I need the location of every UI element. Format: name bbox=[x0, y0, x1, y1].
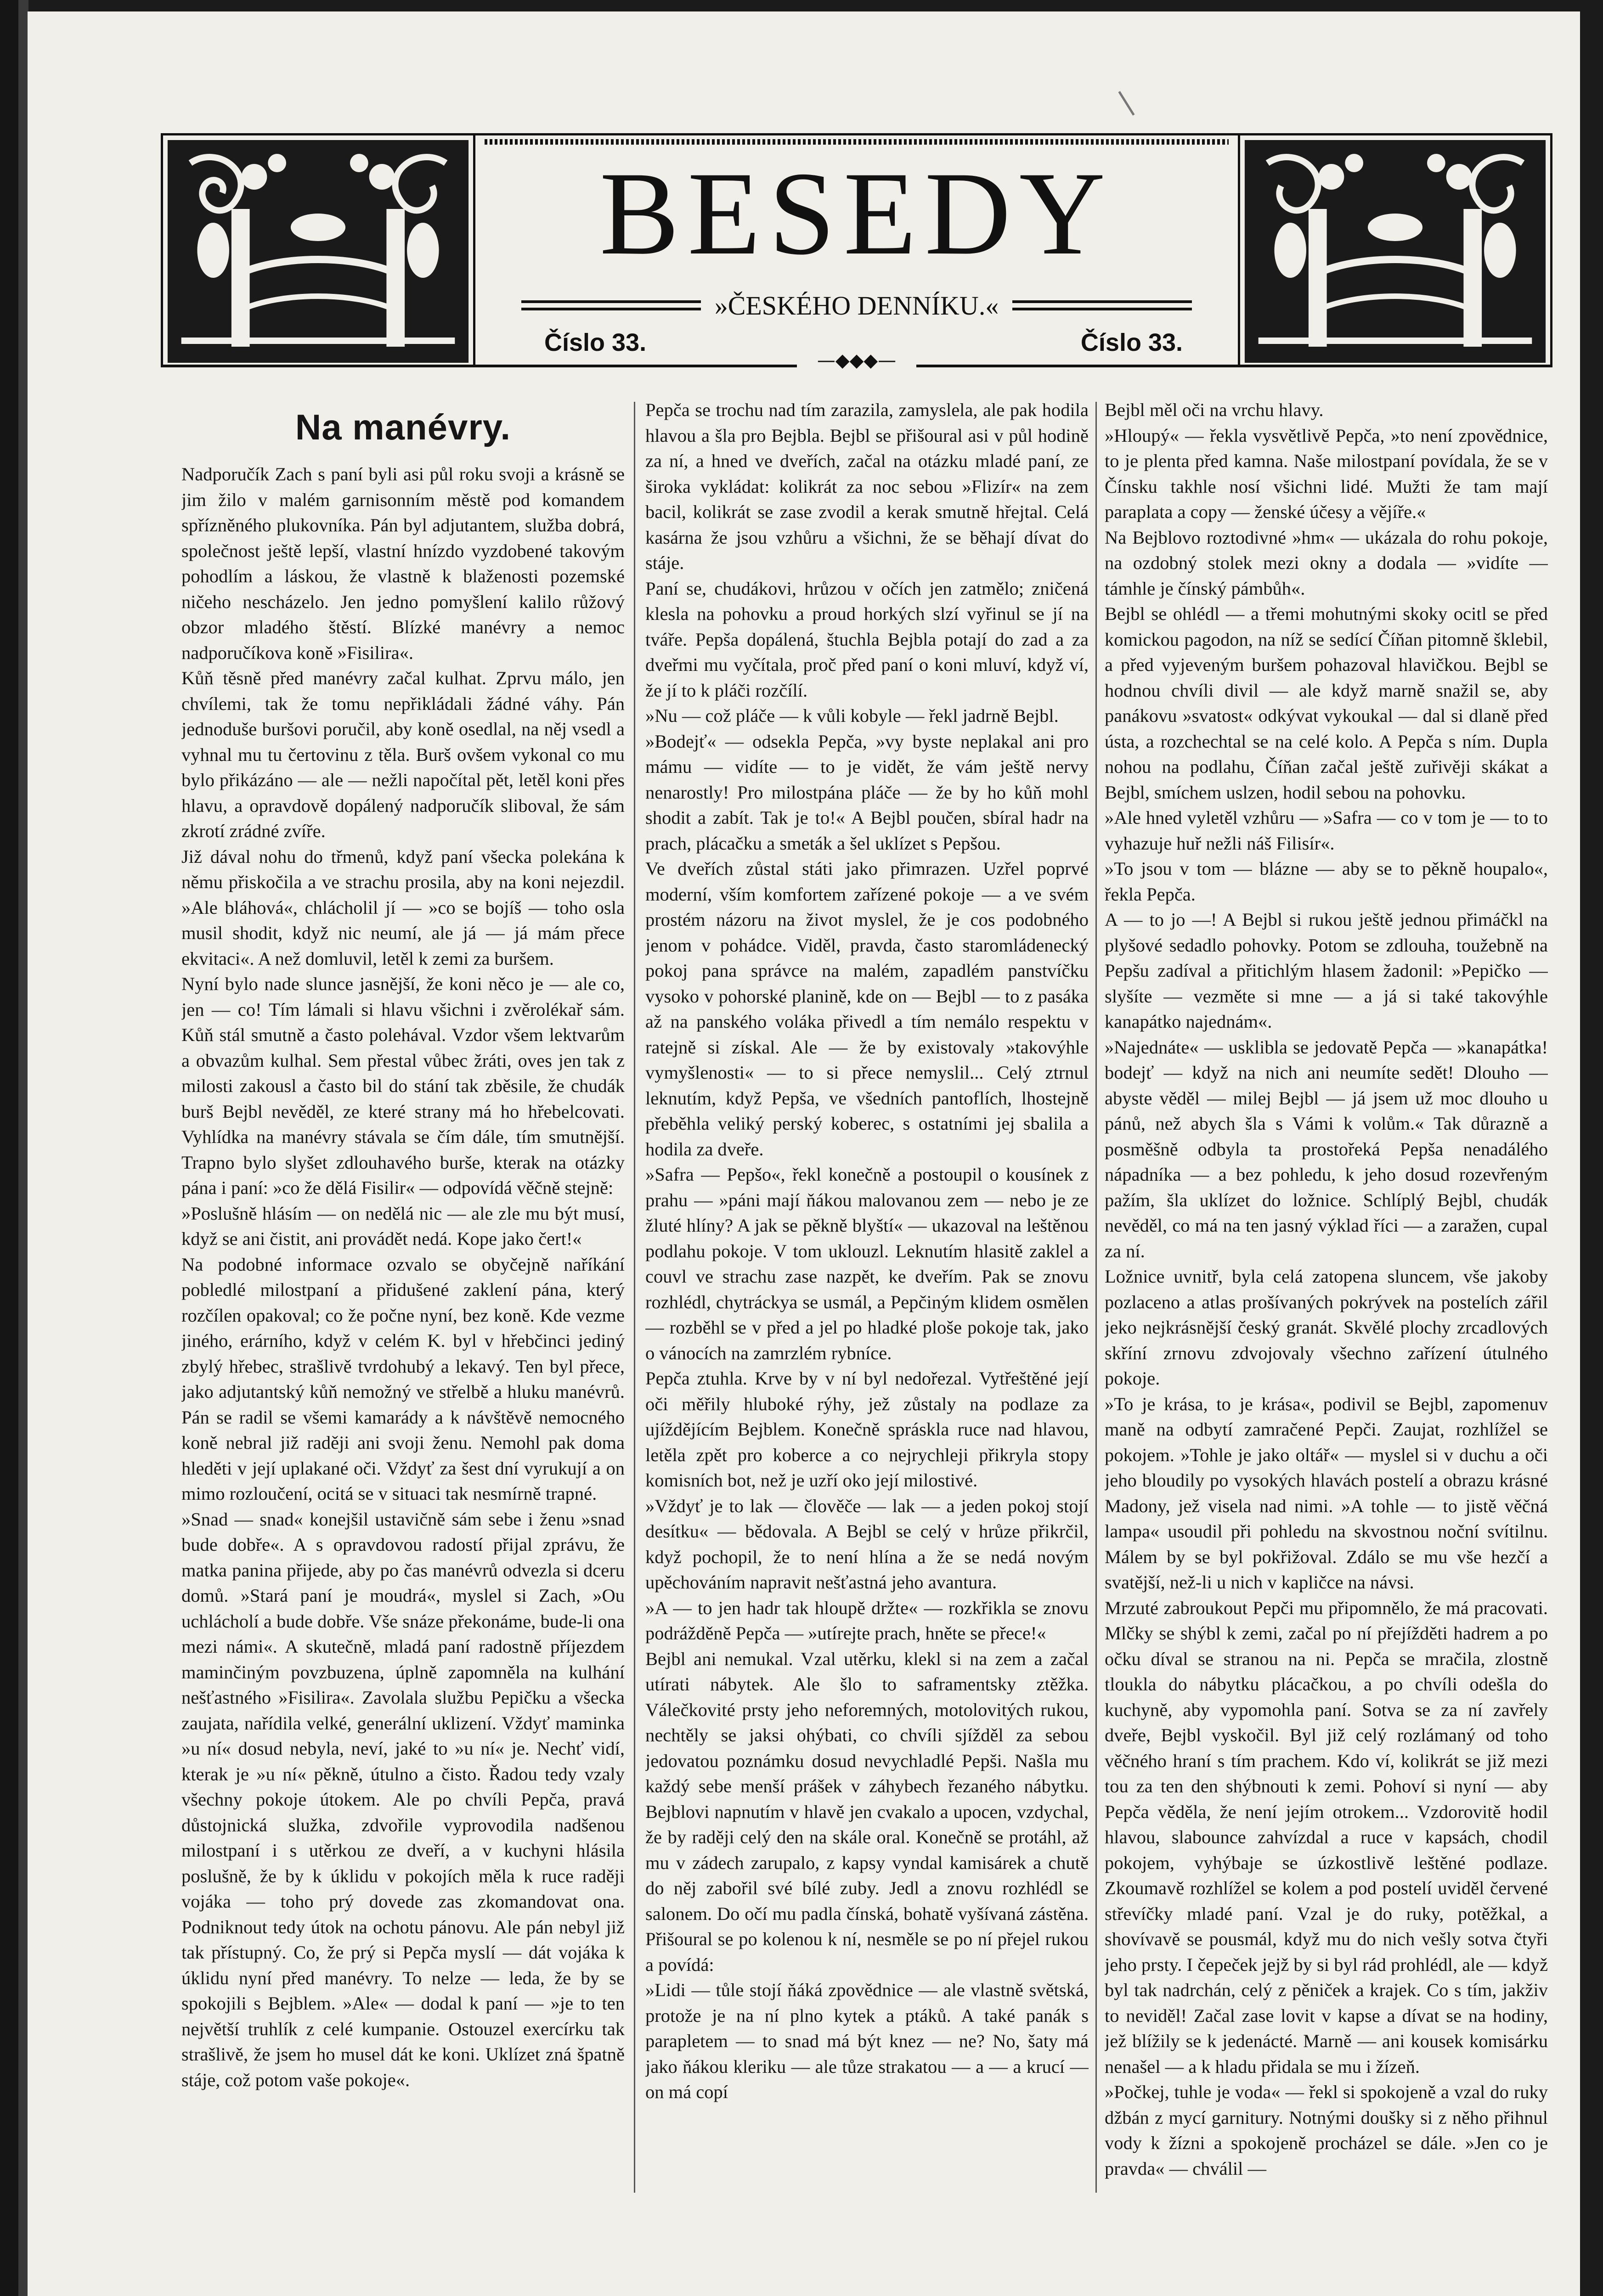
paragraph: »Počkej, tuhle je voda« — řekl si spokojeně a vzal do ruky džbán z mycí garnitury. Notnými doušky si z něho přihnul vody k žízni a spokojeně procházel se dále. »Jen co je pravda« — chválil — bbox=[1105, 2082, 1548, 2179]
paragraph: »Lidi — tůle stojí ňáká zpovědnice — ale vlastně světská, protože je na ní plno kytek a ptáků. A také panák s parapletem — to snad má být knez — ne? No, šaty má jako ňákou kleriku — ale tůze strakatou — a — a krucí — on má copí bbox=[645, 1980, 1089, 2102]
paragraph: Na podobné informace ozvalo se obyčejně naříkání pobledlé milostpaní a přidušené zaklení pána, který rozčílen opakoval; co že počne nyní, bez koně. Kde vezme jiného, erárního, když v celém K. byl v hřebčinci jediný zbylý hřebec, strašlivě tvrdohubý a lekavý. Ten byl přece, jako adjutantský kůň nemožný ve střelbě a hluku manévrů. Pán se radil se všemi kamarády a k návštěvě nemocného koně nebral již raději ani svoji ženu. Nemohl pak doma hleděti v její uplakané oči. Vždyť za šest dní vyrukují a on mimo rozloučení, ocitá se v situaci tak nesmírně trapné. bbox=[181, 1254, 625, 1504]
paragraph: »Ale hned vyletěl vzhůru — »Safra — co v tom je — to to vyhazuje huř nežli náš Filisír«. bbox=[1105, 807, 1548, 854]
paragraph: Nadporučík Zach s paní byli asi půl roku svoji a krásně se jim žilo v malém garnisonním městě pod komandem spřízněného plukovníka. Pán byl adjutantem, služba dobrá, společnost ještě lepší, vlastní hnízdo vyzdobené takovým pohodlím a láskou, že vlastně k blaženosti pozemské ničeho nescházelo. Jen jedno pomyšlení kalilo růžový obzor mladého štěstí. Blízké manévry a nemoc nadporučíkova koně »Fisilira«. bbox=[181, 464, 625, 663]
paragraph: Již dával nohu do třmenů, když paní všecka polekána k němu přiskočila a ve strachu prosila, aby na koni nejezdil. »Ale bláhová«, chlácholil jí — »co se bojíš — toho osla musil shodit, když nic neumí, ale já — já mám přece ekvitaci«. A než domluvil, letěl k zemi za buršem. bbox=[181, 846, 625, 969]
column-divider bbox=[1095, 402, 1097, 2193]
paragraph: A — to jo —! A Bejbl si rukou ještě jednou přimáčkl na plyšové sedadlo pohovky. Potom se zdlouha, toužebně na Pepšu zadíval a přitichlým hlasem žadonil: »Pepičko — slyšíte — vezměte si mne — a já si také takovýhle kanapátko najednám«. bbox=[1105, 909, 1548, 1032]
paragraph: »Poslušně hlásím — on nedělá nic — ale zle mu být musí, když se ani čistit, ani provádět nedá. Kope jako čert!« bbox=[181, 1203, 625, 1249]
masthead bbox=[161, 133, 1552, 371]
paragraph: Pepča ztuhla. Krve by v ní byl nedořezal. Vytřeštěné její oči měřily hluboké rýhy, jež zůstaly na podlaze za ujíždějícím Bejblem. Konečně spráskla ruce nad hlavou, letěla zpět pro koberce a co nejrychleji přikryla stopy komisních bot, než je uzří oko její milostivé. bbox=[645, 1368, 1089, 1491]
paragraph: Kůň těsně před manévry začal kulhat. Zprvu málo, jen chvílemi, tak že tomu nepřikládali žádné váhy. Pán jednoduše buršovi poručil, aby koně osedlal, na něj vsedl a vyhnal mu tu čertovinu z těla. Burš ovšem vykonal co mu bylo přikázáno — ale — nežli napočítal pět, letěl koni přes hlavu, a opravdově dopálený nadporučík sliboval, že sám zkrotí zrádné zvíře. bbox=[181, 668, 625, 841]
column-divider bbox=[634, 402, 635, 2193]
paragraph: Mrzuté zabroukout Pepči mu připomnělo, že má pracovati. Mlčky se shýbl k zemi, začal po ní přejížděti hadrem a po očku díval se stranou na ni. Pepča se mračila, zlostně tloukla do nábytku plácačkou, a po chvíli odešla do kuchyně, aby vypomohla paní. Sotva se za ní zavřely dveře, Bejbl vyskočil. Byl již celý rozlámaný od toho věčného hraní s tím prachem. Kdo ví, kolikrát se již mezi tou za ten den shýbnouti k zemi. Pohoví si nyní — aby Pepča věděla, že není jejím otrokem... Vzdorovitě hodil hlavou, slabounce zahvízdal a ruce v kapsách, chodil pokojem, vyhýbaje se úzkostlivě leštěné podlaze. Zkoumavě rozhlížel se kolem a pod postelí uviděl červené střevíčky mladé paní. Vzal je do ruky, potěžkal, a shovívavě se pousmál, když mu do nich vešly sotva čtyři jeho prsty. I čepeček jejž by si byl rád prohlédl, ale — když byl tak nadrchán, celý z pěniček a krajek. Co s tím, jakživ to neviděl! Začal zase lovit v kapse a dívat se na hodiny, jež blížily se k jedenácté. Marně — ani kousek komisárku nenašel — a k hladu přidala se mu i žízeň. bbox=[1105, 1597, 1548, 2077]
ornament-right-icon bbox=[1238, 135, 1550, 367]
subtitle-rule-left bbox=[521, 300, 701, 310]
center-ornament-icon: —◆◆◆— bbox=[797, 351, 916, 370]
newspaper-page bbox=[28, 11, 1580, 2296]
ornament-left-icon bbox=[163, 135, 475, 367]
paragraph: Na Bejblovo roztodivné »hm« — ukázala do rohu pokoje, na ozdobný stolek mezi okny a dodala — »vidíte — támhle je čínský pámbůh«. bbox=[1105, 527, 1548, 599]
paragraph: »Nu — což pláče — k vůli kobyle — řekl jadrně Bejbl. bbox=[645, 705, 1059, 726]
issue-number-right: Číslo 33. bbox=[1080, 329, 1183, 356]
paragraph: »A — to jen hadr tak hloupě držte« — rozkřikla se znovu podrážděně Pepča — »utírejte prach, hněte se přece!« bbox=[645, 1597, 1089, 1643]
paragraph: Nyní bylo nade slunce jasnější, že koni něco je — ale co, jen — co! Tím lámali si hlavu všichni i zvěrolékař sám. Kůň stál smutně a často polehával. Vzdor všem lektvarům a obvazům kulhal. Sem přestal vůbec žráti, oves jen tak z milosti zakousl a často bil do stání tak zběsile, že chudák burš Bejbl nevěděl, ze které strany má ho hřebelcovati. Vyhlídka na manévry stávala se čím dále, tím smutnější. Trapno bylo slyšet zdlouhavého burše, kterak na otázky pána i paní: »co že dělá Fisilir« — odpovídá věčně stejně: bbox=[181, 974, 625, 1198]
paragraph: Bejbl se ohlédl — a třemi mohutnými skoky ocitl se před komickou pagodon, na níž se sedící Číňan pitomně šklebil, a před vyjeveným buršem pohazoval hlavičkou. Bejbl se hodnou chvíli divil — ale když marně snažil se, aby panákovu »svatost« odkývat vykoukal — dal si dlaně před ústa, a rozchechtal se na celé kolo. A Pepča s ním. Dupla nohou na podlahu, Číňan začal ještě zuřivěji skákat a Bejbl, smíchem uslzen, hodil sebou na pohovku. bbox=[1105, 603, 1548, 803]
paragraph: Paní se, chudákovi, hrůzou v očích jen zatmělo; zničená klesla na pohovku a proud horkých slzí vyřinul se jí na tváře. Pepša dopálená, štuchla Bejbla potají do zad a za dveřmi mu vyčítala, proč před paní o koni mluví, když ví, že jí to k pláči rozčílí. bbox=[645, 578, 1089, 701]
paragraph: Ložnice uvnitř, byla celá zatopena sluncem, vše jakoby pozlaceno a atlas prošívaných pokrývek na postelích zářil jeko nejkrásnější český granát. Skvělé plochy zrcadlových skříní zrnovu zdvojovaly všechno zařízení útulného pokoje. bbox=[1105, 1266, 1548, 1389]
paragraph: »Hloupý« — řekla vysvětlivě Pepča, »to není zpovědnice, to je plenta před kamna. Naše milostpaní povídala, že se v Čínsku takhle nosí všichni lidé. Mužti že tam mají paraplata a copy — ženské účesy a vějíře.« bbox=[1105, 425, 1548, 522]
subtitle-rule-right bbox=[1012, 300, 1192, 310]
paragraph: »Najednáte« — usklibla se jedovatě Pepča — »kanapátka! bodejť — když na nich ani neumíte sedět! Dlouho — abyste věděl — milej Bejbl — já jsem už moc dlouho u pánů, než abych šla s Vámi k volům.« Tak důrazně a posměšně odbyla ta prostořeká Pepša nenadálého nápadníka — a bez pohledu, k jeho dosud rozevřeným pažím, šla uklízet do ložnice. Schlíplý Bejbl, chudák nevěděl, co má na ten jasný výklad říci — a zaražen, cupal za ní. bbox=[1105, 1036, 1548, 1261]
masthead-subtitle: »ČESKÉHO DENNÍKU.« bbox=[714, 290, 999, 321]
paragraph: Ve dveřích zůstal státi jako přimrazen. Uzřel poprvé moderní, vším komfortem zařízené pokoje — a ve svém prostém názoru na život myslel, že je cos podobného jenom v pohádce. Viděl, pravda, často staromládenecký pokoj pana správce na malém, zapadlém panstvíčku vysoko v pohorské planině, kde on — Bejbl — to z pasáka až na panského voláka přivedl a tím nemálo respektu v ratejně si získal. Ale — že by existovaly »takovýhle vymyšlenosti« — to si přece nemyslil... Celý ztrnul leknutím, když Pepša, ve všedních pantoflích, lhostejně přeběhla veliký perský koberec, s ostatními jej sbalila a hodila za dveře. bbox=[645, 858, 1089, 1159]
paragraph: Bejbl měl oči na vrchu hlavy. bbox=[1105, 400, 1324, 420]
paragraph: »Snad — snad« konejšil ustavičně sám sebe i ženu »snad bude dobře«. A s opravdovou radostí přijal zprávu, že matka panina přijede, aby po čas manévrů odvezla si dceru domů. »Stará paní je moudrá«, myslel si Zach, »Ou uchlácholí a bude dobře. Vše snáze překonáme, bude-li ona mezi námi«. A skutečně, mladá paní radostně příjezdem maminčiným povzbuzena, úplně zapomněla na kulhání nešťastného »Fisilira«. Zavolala službu Pepičku a všecka zaujata, nařídila velké, generální uklizení. Vždyť maminka »u ní« dosud nebyla, neví, jaké to »u ní« je. Nechť vidí, kterak je »u ní« pěkně, útulno a čisto. Řadou tedy vzaly všechny pokoje útokem. Ale po chvíli Pepča, pravá důstojnická služka, zdvořile vyprovodila nadšenou milostpaní i s utěrkou ze dveří, a v kuchyni hlásila poslušně, že by k úklidu v pokojích měla k ruce raději vojáka — toho prý dovede zas zkomandovat ona. Podniknout tedy útok na ochotu pánovu. Ale pán nebyl již tak přístupný. Co, že prý si Pepča myslí — dát vojáka k úklidu nyní před manévry. To nelze — leda, že by se spokojili s Bejblem. »Ale« — dodal k paní — »je to ten největší truhlík z celé kumpanie. Ostouzel exercírku tak strašlivě, že jsem ho musel dát ke koni. Uklízet zná špatně stáje, což potom vaše pokoje«. bbox=[181, 1508, 625, 2090]
article-column-3 bbox=[1105, 397, 1548, 2234]
paragraph: »To jsou v tom — blázne — aby se to pěkně houpalo«, řekla Pepča. bbox=[1105, 858, 1548, 905]
paragraph: »To je krása, to je krása«, podivil se Bejbl, zapomenuv maně na odbytí zamračené Pepči. Zaujat, rozhlížel se pokojem. »Tohle je jako oltář« — myslel si v duchu a oči jeho bloudily po vysokých hlavách postelí a obrazu krásné Madony, jež visela nad nimi. »A tohle — to jistě věčná lampa« usoudil při pohledu na skvostnou noční svítilnu. Málem by se byl pokřižoval. Zdálo se mu vše hezčí a svatější, než-li u nich v kapličce na návsi. bbox=[1105, 1393, 1548, 1593]
article-headline: Na manévry. bbox=[295, 407, 511, 447]
masthead-subtitle-row bbox=[521, 289, 1192, 321]
binding-edge bbox=[18, 0, 28, 2296]
issue-number-left: Číslo 33. bbox=[544, 329, 647, 356]
paragraph: »Vždyť je to lak — člověče — lak — a jeden pokoj stojí desítku« — bědovala. A Bejbl se celý v hrůze přikrčil, když pochopil, že to není hlína a že se nedá novým upěchováním napravit nešťastná jeho avantura. bbox=[645, 1495, 1089, 1593]
masthead-dotted-rule bbox=[485, 139, 1229, 145]
paragraph: »Safra — Pepšo«, řekl konečně a postoupil o kousínek z prahu — »páni mají ňákou malovanou zem — nebo je ze žluté hlíny? A jak se pěkně blyští« — ukazoval na leštěnou podlahu pokoje. V tom uklouzl. Leknutím hlasitě zaklel a couvl ve strachu zase nazpět, ke dveřím. Pak se znovu rozhlédl, chytráckya se usmál, a Pepčiným klidem osmělen — rozběhl se v před a jel po hladké ploše pokoje tak, jako o vánocích na zamrzlém rybníce. bbox=[645, 1164, 1089, 1363]
paragraph: Pepča se trochu nad tím zarazila, zamyslela, ale pak hodila hlavou a šla pro Bejbla. Bejbl se přišoural asi v půl hodině za ní, a hned ve dveřích, začal na otázku mladé paní, ze široka vykládat: kolikrát za noc sebou »Flizír« na zem bacil, kolikrát se zase zvodil a kerak smutně hřejtal. Celá kasárna že jsou vzhůru a všichni, že se běhají dívat do stáje. bbox=[645, 400, 1089, 573]
article-column-1 bbox=[181, 397, 625, 2234]
article-column-2 bbox=[645, 397, 1089, 2234]
paragraph: Bejbl ani nemukal. Vzal utěrku, klekl si na zem a začal utírati nábytek. Ale šlo to saframentsky ztěžka. Válečkovité prsty jeho neforemných, motolovitých rukou, nechtěly se jaksi ohýbati, co chvíli sjížděl za sebou jedovatou poznámku dosud nevychladlé Pepši. Našla mu každý sebe menší prášek v záhybech řezaného nábytku. Bejblovi napnutím v hlavě jen cvakalo a upocen, vzdychal, že by raději celý den na skále oral. Konečně se protáhl, až mu v zádech zarupalo, z kapsy vyndal kamisárek a chutě do něj zabořil své bílé zuby. Jedl a znovu rozhlédl se salonem. Do očí mu padla čínská, bohatě vyšívaná zástěna. Přišoural se po kolenou k ní, nesměle se po ní přejel rukou a povídá: bbox=[645, 1648, 1089, 1975]
paper-mark bbox=[1118, 91, 1135, 116]
masthead-title: BESEDY bbox=[599, 147, 1114, 280]
paragraph: »Bodejť« — odsekla Pepča, »vy byste neplakal ani pro mámu — vidíte — to je vidět, že vám ještě nervy nenarostly! Pro milostpána pláče — že by ho kůň mohl shodit a zabít. Tak je to!« A Bejbl poučen, sbíral hadr na prach, plácačku a smeták a šel uklízet s Pepšou. bbox=[645, 731, 1089, 854]
